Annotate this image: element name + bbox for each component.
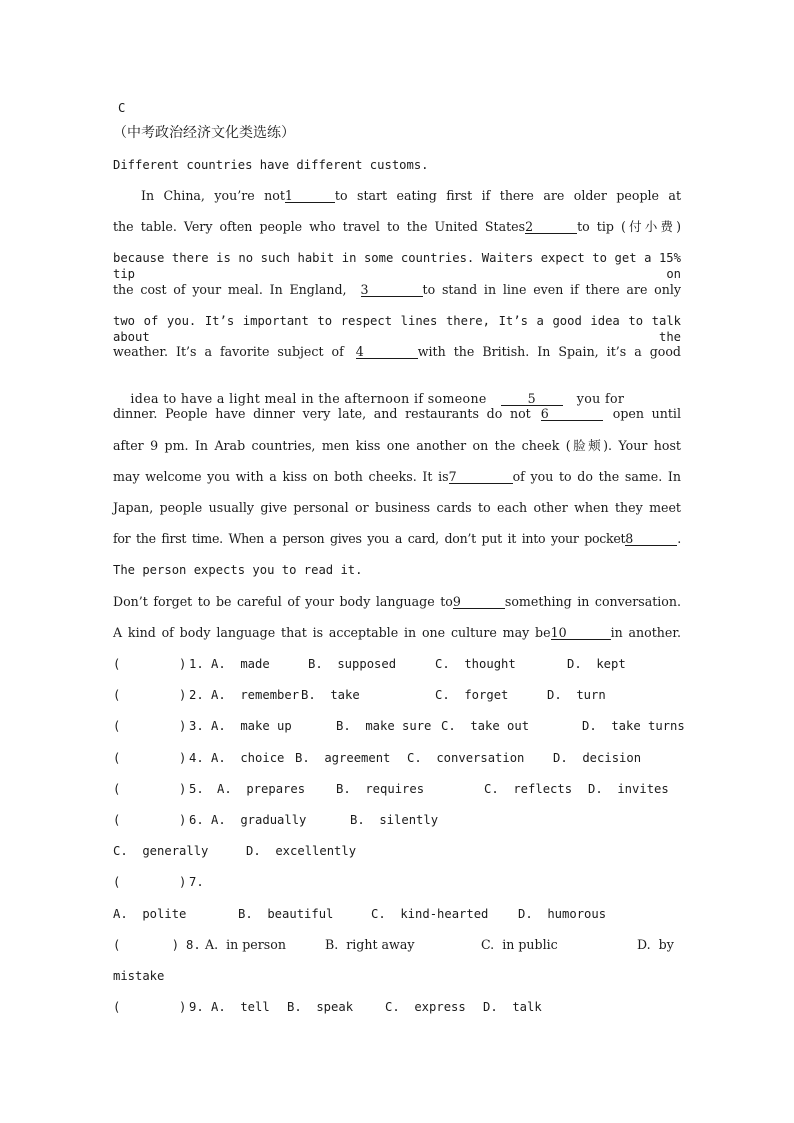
option-c[interactable]: C. take out <box>441 719 530 733</box>
answer-paren[interactable]: ( ) <box>113 751 187 765</box>
option-d[interactable]: D. decision <box>553 751 642 765</box>
option-a[interactable]: A. prepares <box>217 782 306 796</box>
blank-8[interactable]: 8 <box>625 532 677 546</box>
option-c[interactable]: C. reflects <box>484 782 573 796</box>
passage-line: for the first time. When a person gives you a card, don’t put it into your pocket8 . <box>113 531 681 546</box>
option-a[interactable]: A. gradually <box>211 813 307 827</box>
blank-3[interactable]: 3 <box>361 283 423 297</box>
option-d[interactable]: D. turn <box>547 688 606 702</box>
question-number: 5. <box>189 782 204 796</box>
option-a[interactable]: A. polite <box>113 907 187 921</box>
option-b[interactable]: B. take <box>301 688 360 702</box>
option-c[interactable]: C. conversation <box>407 751 525 765</box>
option-a[interactable]: A. make up <box>211 719 292 733</box>
option-b[interactable]: B. supposed <box>308 657 397 671</box>
option-d[interactable]: D. talk <box>483 1000 542 1014</box>
option-a[interactable]: A. remember <box>211 688 300 702</box>
passage-line: Don’t forget to be careful of your body language to9 something in conversation. <box>113 594 681 609</box>
question-number: 1. <box>189 657 204 671</box>
question-number: 6. <box>189 813 204 827</box>
option-b[interactable]: B. speak <box>287 1000 354 1014</box>
option-c[interactable]: C. in public <box>481 937 558 952</box>
question-number: 2. <box>189 688 204 702</box>
option-b[interactable]: B. right away <box>325 937 415 952</box>
option-d[interactable]: D. by <box>637 937 674 952</box>
option-b[interactable]: B. beautiful <box>238 907 334 921</box>
option-c[interactable]: C. express <box>385 1000 466 1014</box>
passage-line: because there is no such habit in some countries. Waiters expect to get a 15% tip on <box>113 251 681 281</box>
option-d-continued: mistake <box>113 969 165 983</box>
section-letter: C <box>118 101 126 115</box>
option-b[interactable]: B. requires <box>336 782 425 796</box>
passage-line: In China, you’re not1 to start eating first if there are older people at <box>141 188 682 203</box>
blank-5[interactable]: 5 <box>501 392 563 406</box>
option-a[interactable]: A. made <box>211 657 270 671</box>
passage-intro: Different countries have different customs. <box>113 158 429 172</box>
passage-line: Japan, people usually give personal or business cards to each other when they meet <box>113 500 681 515</box>
answer-paren[interactable]: ( ) <box>113 875 187 889</box>
passage-line: idea to have a light meal in the afternoon if someone 5 you for <box>130 391 625 406</box>
answer-paren[interactable]: ( ) <box>113 938 180 952</box>
option-d[interactable]: D. take turns <box>582 719 685 733</box>
passage-line: dinner. People have dinner very late, and restaurants do not 6 open until <box>113 406 681 421</box>
answer-paren[interactable]: ( ) <box>113 657 187 671</box>
question-number: 8. <box>186 938 201 952</box>
option-d[interactable]: D. invites <box>588 782 669 796</box>
option-c[interactable]: C. forget <box>435 688 509 702</box>
passage-line: may welcome you with a kiss on both cheeks. It is7 of you to do the same. In <box>113 469 681 484</box>
option-d[interactable]: D. excellently <box>246 844 357 858</box>
blank-9[interactable]: 9 <box>453 595 505 609</box>
blank-1[interactable]: 1 <box>285 189 335 203</box>
question-number: 3. <box>189 719 204 733</box>
blank-6[interactable]: 6 <box>541 407 603 421</box>
question-number: 4. <box>189 751 204 765</box>
option-a[interactable]: A. choice <box>211 751 285 765</box>
question-number: 9. <box>189 1000 204 1014</box>
answer-paren[interactable]: ( ) <box>113 688 187 702</box>
option-b[interactable]: B. make sure <box>336 719 432 733</box>
passage-line: weather. It’s a favorite subject of 4 with the British. In Spain, it’s a good <box>113 344 681 359</box>
passage-line: the cost of your meal. In England, 3 to stand in line even if there are only <box>113 282 681 297</box>
option-d[interactable]: D. humorous <box>518 907 607 921</box>
option-b[interactable]: B. agreement <box>295 751 391 765</box>
blank-4[interactable]: 4 <box>356 345 418 359</box>
question-number: 7. <box>189 875 204 889</box>
option-c[interactable]: C. thought <box>435 657 516 671</box>
passage-line: after 9 pm. In Arab countries, men kiss one another on the cheek (脸颊). Your host <box>113 438 681 453</box>
blank-7[interactable]: 7 <box>449 470 513 484</box>
section-subtitle: （中考政治经济文化类选练） <box>113 125 295 141</box>
answer-paren[interactable]: ( ) <box>113 813 187 827</box>
blank-2[interactable]: 2 <box>525 220 577 234</box>
option-b[interactable]: B. silently <box>350 813 439 827</box>
passage-line: A kind of body language that is acceptable in one culture may be10 in another. <box>113 625 682 640</box>
answer-paren[interactable]: ( ) <box>113 719 187 733</box>
option-a[interactable]: A. tell <box>211 1000 270 1014</box>
blank-10[interactable]: 10 <box>551 626 611 640</box>
passage-line: two of you. It’s important to respect lines there, It’s a good idea to talk about the <box>113 314 681 344</box>
option-d[interactable]: D. kept <box>567 657 626 671</box>
passage-line: The person expects you to read it. <box>113 563 363 577</box>
answer-paren[interactable]: ( ) <box>113 1000 187 1014</box>
passage-line: the table. Very often people who travel to the United States2 to tip (付小费) <box>113 219 681 234</box>
answer-paren[interactable]: ( ) <box>113 782 187 796</box>
option-c[interactable]: C. kind-hearted <box>371 907 489 921</box>
option-a[interactable]: A. in person <box>205 937 286 952</box>
option-c[interactable]: C. generally <box>113 844 209 858</box>
